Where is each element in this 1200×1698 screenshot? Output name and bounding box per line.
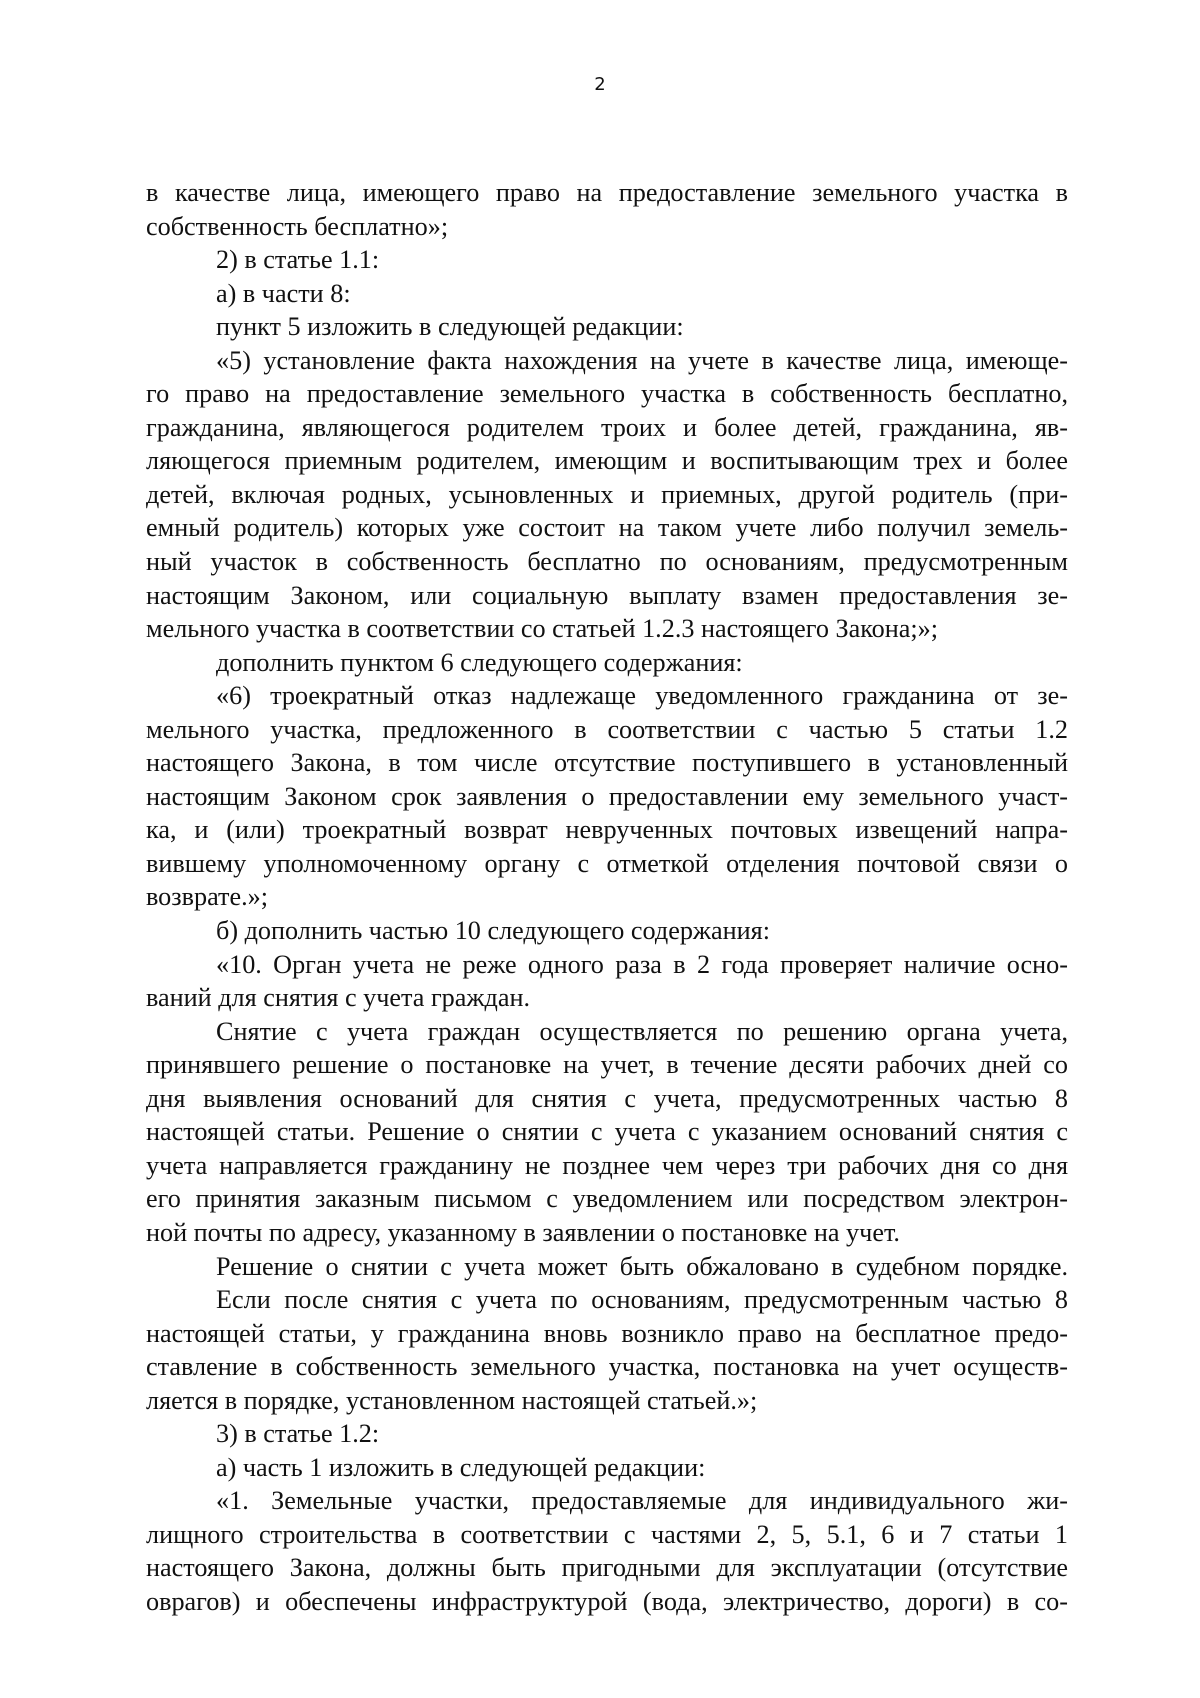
text-line: дня выявления оснований для снятия с учета, предусмотренных частью 8 bbox=[146, 1083, 1068, 1113]
text-line: принявшего решение о постановке на учет, в течение десяти рабочих дней со bbox=[146, 1050, 1068, 1080]
text-line: «1. Земельные участки, предоставляемые для индивидуального жи- bbox=[216, 1486, 1068, 1516]
text-line: ка, и (или) троекратный возврат неврученных почтовых извещений напра- bbox=[146, 815, 1068, 845]
text-line: его принятия заказным письмом с уведомлением или посредством электрон- bbox=[146, 1184, 1068, 1214]
text-line: а) в части 8: bbox=[216, 278, 351, 308]
text-line: «5) установление факта нахождения на учете в качестве лица, имеюще- bbox=[216, 345, 1068, 375]
text-line: ляется в порядке, установленном настоящей статьей.»; bbox=[146, 1385, 758, 1415]
text-line: б) дополнить частью 10 следующего содержания: bbox=[216, 916, 770, 946]
text-line: учета направляется гражданину не позднее чем через три рабочих дня со дня bbox=[146, 1150, 1068, 1180]
text-line: дополнить пунктом 6 следующего содержания: bbox=[216, 647, 743, 677]
text-line: настоящего Закона, должны быть пригодными для эксплуатации (отсутствие bbox=[146, 1553, 1068, 1583]
text-line: а) часть 1 изложить в следующей редакции: bbox=[216, 1452, 706, 1482]
text-line: собственность бесплатно»; bbox=[146, 211, 449, 241]
text-line: ваний для снятия с учета граждан. bbox=[146, 983, 531, 1013]
text-line: ляющегося приемным родителем, имеющим и воспитывающим трех и более bbox=[146, 446, 1068, 476]
text-line: 3) в статье 1.2: bbox=[216, 1419, 380, 1449]
text-line: лищного строительства в соответствии с частями 2, 5, 5.1, 6 и 7 статьи 1 bbox=[146, 1519, 1068, 1549]
text-line: «10. Орган учета не реже одного раза в 2 года проверяет наличие осно- bbox=[216, 949, 1068, 979]
text-line: емный родитель) которых уже состоит на таком учете либо получил земель- bbox=[146, 513, 1068, 543]
text-line: в качестве лица, имеющего право на предоставление земельного участка в bbox=[146, 178, 1068, 207]
text-line: настоящей статьи, у гражданина вновь возникло право на бесплатное предо- bbox=[146, 1318, 1068, 1348]
text-line: пункт 5 изложить в следующей редакции: bbox=[216, 312, 684, 342]
text-line: мельного участка, предложенного в соответствии с частью 5 статьи 1.2 bbox=[146, 714, 1068, 744]
text-line: гражданина, являющегося родителем троих и более детей, гражданина, яв- bbox=[146, 412, 1068, 442]
document-body bbox=[146, 176, 1068, 1619]
text-line: Решение о снятии с учета может быть обжаловано в судебном порядке. bbox=[216, 1251, 1068, 1281]
text-line: Если после снятия с учета по основаниям, предусмотренным частью 8 bbox=[216, 1285, 1068, 1315]
page-number: 2 bbox=[594, 74, 606, 95]
text-line: настоящим Законом, или социальную выплату взамен предоставления зе- bbox=[146, 580, 1068, 610]
text-line: ной почты по адресу, указанному в заявлении о постановке на учет. bbox=[146, 1217, 900, 1247]
text-line: настоящего Закона, в том числе отсутствие поступившего в установленный bbox=[146, 748, 1068, 778]
text-line: детей, включая родных, усыновленных и приемных, другой родитель (при- bbox=[146, 479, 1068, 509]
text-line: мельного участка в соответствии со статьей 1.2.3 настоящего Закона;»; bbox=[146, 614, 939, 644]
text-line: ный участок в собственность бесплатно по основаниям, предусмотренным bbox=[146, 547, 1068, 577]
text-line: оврагов) и обеспечены инфраструктурой (вода, электричество, дороги) в со- bbox=[146, 1586, 1068, 1616]
text-line: Снятие с учета граждан осуществляется по решению органа учета, bbox=[216, 1016, 1068, 1046]
text-line: го право на предоставление земельного участка в собственность бесплатно, bbox=[146, 379, 1068, 409]
text-line: настоящим Законом срок заявления о предоставлении ему земельного участ- bbox=[146, 781, 1068, 811]
text-line: настоящей статьи. Решение о снятии с учета с указанием оснований снятия с bbox=[146, 1117, 1068, 1147]
text-line: «6) троекратный отказ надлежаще уведомленного гражданина от зе- bbox=[216, 681, 1068, 711]
text-line: вившему уполномоченному органу с отметкой отделения почтовой связи о bbox=[146, 848, 1068, 878]
text-line: ставление в собственность земельного участка, постановка на учет осуществ- bbox=[146, 1352, 1068, 1382]
text-line: 2) в статье 1.1: bbox=[216, 245, 380, 275]
text-line: возврате.»; bbox=[146, 882, 269, 912]
